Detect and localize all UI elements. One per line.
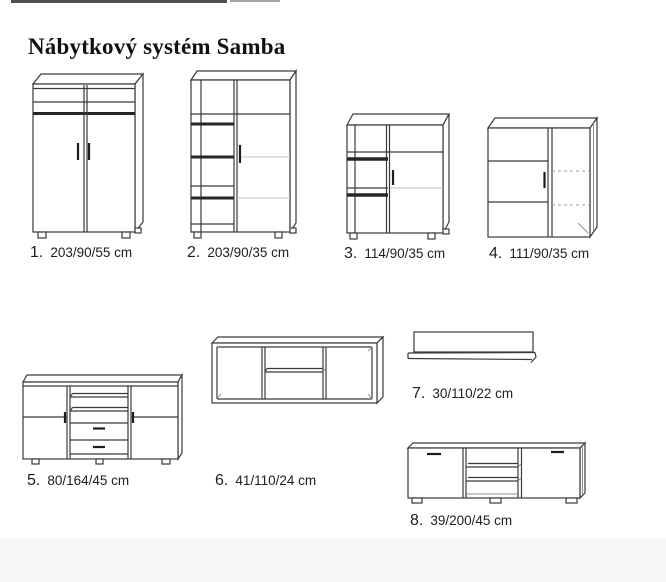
display-cabinet-tall-drawing [188,64,306,244]
furniture-item-2 [187,64,306,261]
furniture-item-1 [28,66,148,261]
page-title: Nábytkový systém Samba [28,34,286,60]
scan-edge-artifact [11,0,227,3]
item-number: 6. [215,472,229,489]
item-number: 7. [412,385,426,402]
item-dimensions: 203/90/35 cm [207,245,290,260]
wall-shelf-unit-drawing [210,332,386,406]
item-dimensions: 111/90/35 cm [509,246,590,261]
item-dimensions: 80/164/45 cm [47,473,130,488]
furniture-item-4 [486,112,602,262]
item-number: 2. [187,244,201,261]
scan-bottom-strip [0,539,666,582]
item-label [344,245,445,263]
item-label [30,244,132,262]
item-label [410,512,512,530]
wall-shelf-drawing [406,328,540,366]
item-dimensions: 41/110/24 cm [235,473,317,488]
furniture-item-3 [344,98,456,262]
cabinet-medium-drawing [344,98,456,244]
item-dimensions: 30/110/22 cm [432,386,514,401]
item-number: 4. [489,245,503,262]
wall-cabinet-glass-drawing [486,112,602,244]
furniture-item-8 [406,438,588,529]
item-number: 8. [410,512,424,529]
item-dimensions: 114/90/35 cm [364,246,446,261]
item-number: 3. [344,245,358,262]
item-label [489,245,589,263]
item-label [412,385,513,403]
item-label [27,472,129,490]
furniture-item-7 [406,328,540,402]
tv-lowboard-drawing [406,438,588,506]
item-dimensions: 39/200/45 cm [430,513,513,528]
item-label [215,472,316,490]
item-number: 1. [30,244,44,261]
furniture-item-5 [20,370,185,489]
item-label [187,244,289,262]
furniture-item-6 [210,332,386,489]
scan-edge-artifact-2 [230,0,280,2]
wardrobe-two-door-drawing [28,66,148,244]
item-number: 5. [27,472,41,489]
sideboard-drawing [20,370,185,466]
item-dimensions: 203/90/55 cm [50,245,133,260]
